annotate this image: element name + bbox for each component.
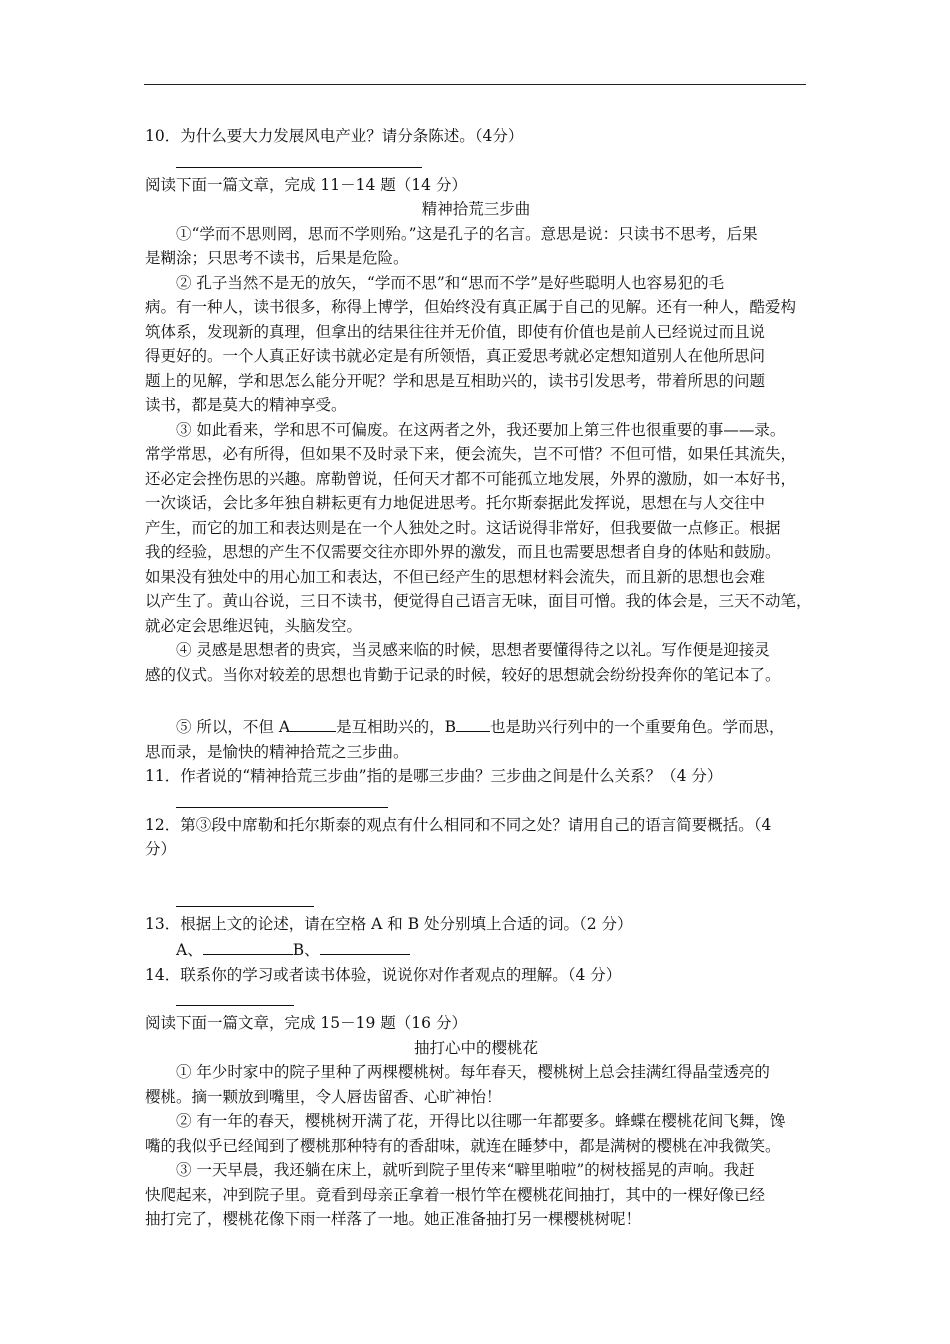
section2-paragraph-3: ③ 一天早晨，我还躺在床上，就听到院子里传来“噼里啪啦”的树枝摇晃的声响。我赶 快爬起来，冲到院子里。竟看到母亲正拿着一根竹竿在樱桃花间抽打，其中的一棵好像已经 抽打完了，樱桃花像下雨一样落了一地。她正准备抽打另一棵樱桃树呢！ xyxy=(145,1161,766,1228)
section2-paragraph-2: ② 有一年的春天，樱桃树开满了花，开得比以往哪一年都要多。蜂蝶在樱桃花间飞舞，馋 嘴的我似乎已经闻到了樱桃那种特有的香甜味，就连在睡梦中，都是满树的樱桃在冲我微笑。 xyxy=(145,1112,786,1155)
answer-space-12 xyxy=(145,862,807,888)
section2-paragraph-1: ① 年少时家中的院子里种了两棵樱桃树。每年春天，樱桃树上总会挂满红得晶莹透亮的 樱桃。摘一颗放到嘴里，令人唇齿留香、心旷神怡！ xyxy=(145,1063,770,1106)
question-13-blanks: A、 B、 xyxy=(145,936,807,963)
answer-line-14[interactable] xyxy=(145,987,807,1011)
section2-intro: 阅读下面一篇文章，完成 15－19 题（16 分） xyxy=(145,1014,467,1032)
blank-b[interactable] xyxy=(456,713,490,732)
section1-paragraph-4: ④ 灵感是思想者的贵宾，当灵感来临的时候，思想者要懂得待之以礼。写作便是迎接灵 感的仪式。当你对较差的思想也肯勤于记录的时候，较好的思想就会纷纷投奔你的笔记本了。 xyxy=(145,641,781,684)
section2-title: 抽打心中的樱桃花 xyxy=(413,1038,538,1057)
answer-blank-a[interactable] xyxy=(203,936,293,955)
answer-line-10[interactable] xyxy=(145,149,807,173)
question-11: 11．作者说的“精神拾荒三步曲”指的是哪三步曲？三步曲之间是什么关系？（4 分） xyxy=(145,767,723,785)
section1-paragraph-3: ③ 如此看来，学和思不可偏废。在这两者之外，我还要加上第三件也很重要的事——录。 常学常思，必有所得，但如果不及时录下来，便会流失，岂不可惜？不但可惜，如果任其流失， 还必定会挫伤思的兴趣。席勒曾说，任何天才都不可能孤立地发展，外界的激励，如一本好书， 一次谈话，会比多年独自耕耘更有力地促进思考。托尔斯泰据此发挥说，思想在与人交往中 产生，而它的加工和表达则是在一个人独处之时。这话说得非常好，但我要做一点修正。根据 我的经验，思想的产生不仅需要交往亦即外界的激发，而且也需要思想者自身的体贴和鼓励。 如果没有独处中的用心加工和表达，不但已经产生的思想材料会流失，而且新的思想也会难 以产生了。黄山谷说，三日不读书，便觉得自己语言无味，面目可憎。我的体会是，三天不动笔， 就必定会思维迟钝，头脑发空。 xyxy=(145,420,812,635)
section1-paragraph-1: ①“学而不思则罔，思而不学则殆。”这是孔子的名言。意思是说：只读书不思考，后果 是糊涂；只思考不读书，后果是危险。 xyxy=(145,224,758,267)
answer-blank-b[interactable] xyxy=(320,936,410,955)
answer-line-12[interactable] xyxy=(145,888,807,912)
section1-intro: 阅读下面一篇文章，完成 11－14 题（14 分） xyxy=(145,175,467,194)
paragraph-gap xyxy=(145,687,807,713)
section1-title: 精神拾荒三步曲 xyxy=(421,200,531,218)
document-content xyxy=(145,124,812,1232)
question-12: 12．第③段中席勒和托尔斯泰的观点有什么相同和不同之处？请用自己的语言简要概括。（4 分） xyxy=(145,815,772,858)
question-10: 10．为什么要大力发展风电产业？请分条陈述。（4分） xyxy=(145,127,524,145)
question-14: 14．联系你的学习或者读书体验，说说你对作者观点的理解。（4 分） xyxy=(145,965,622,984)
blank-a[interactable] xyxy=(290,713,336,732)
header-rule xyxy=(144,84,806,85)
section1-paragraph-2: ② 孔子当然不是无的放矢，“学而不思”和“思而不学”是好些聪明人也容易犯的毛 病。有一种人，读书很多，称得上博学，但始终没有真正属于自己的见解。还有一种人，酷爱构 筑体系，发现新的真理，但拿出的结果往往并无价值，即使有价值也是前人已经说过而且说 得更好的。一个人真正好读书就必定是有所领悟，真正爱思考就必定想知道别人在他所思问 题上的见解，学和思怎么能分开呢？学和思是互相助兴的，读书引发思考，带着所思的问题 读书，都是莫大的精神享受。 xyxy=(145,273,797,414)
question-13: 13．根据上文的论述，请在空格 A 和 B 处分别填上合适的词。（2 分） xyxy=(145,914,633,933)
section1-paragraph-5: ⑤ 所以，不但 A 是互相助兴的，B 也是助兴行列中的一个重要角色。学而思， 思而录，是愉快的精神拾荒之三步曲。 xyxy=(145,713,807,764)
answer-line-11[interactable] xyxy=(145,789,807,813)
